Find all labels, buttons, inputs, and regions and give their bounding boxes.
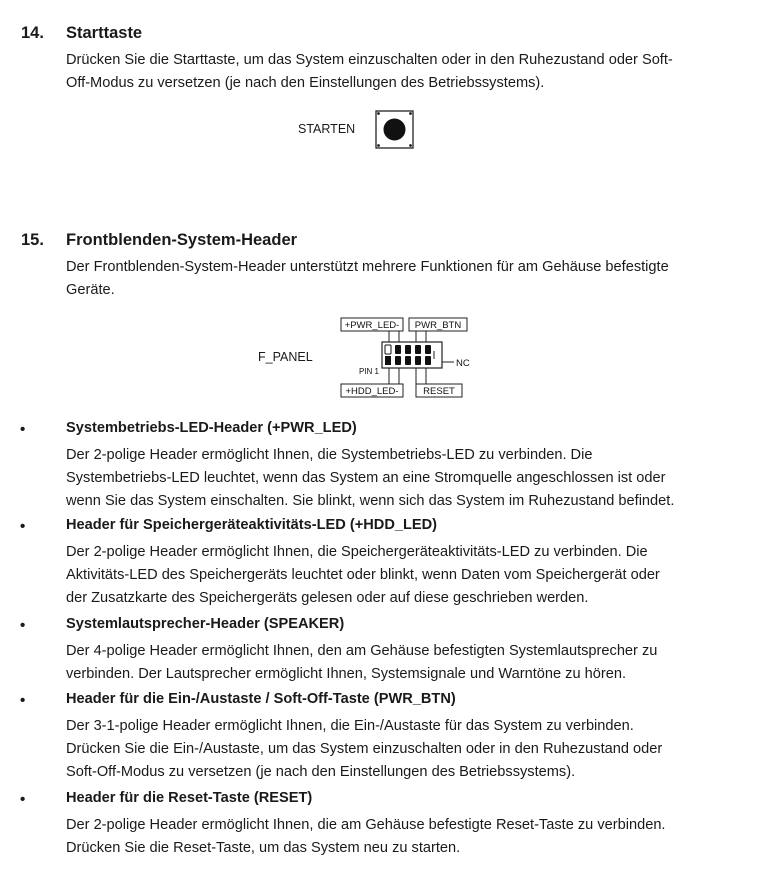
bullet-1-marker: • xyxy=(20,421,26,438)
bullet-3-text: Der 4-polige Header ermöglicht Ihnen, den am Gehäuse befestigten Systemlautsprecher zu verbinden. Der Lautsprecher ermöglicht Ihnen, Systemsignale und Warntöne zu hören. xyxy=(66,643,658,682)
section-15-title: Frontblenden-System-Header xyxy=(66,231,298,249)
start-button-icon xyxy=(375,110,415,150)
bullet-2-text: Der 2-polige Header ermöglicht Ihnen, die Speichergeräteaktivitäts-LED zu verbinden. Die Aktivitäts-LED des Speichergeräts leuchtet oder blinkt, wenn Daten vom Speichergerät oder der Zusatzkarte des Speichergeräts gelesen oder auf diese geschrieben werden. xyxy=(66,544,660,606)
reset-text: RESET xyxy=(423,386,455,397)
section-14-text: Drücken Sie die Starttaste, um das System einzuschalten oder in den Ruhezustand oder Soft- Off-Modus zu versetzen (je nach den Einstellungen des Betriebssystems). xyxy=(66,52,673,91)
section-15-number: 15. xyxy=(21,231,44,249)
bullet-4-text: Der 3-1-polige Header ermöglicht Ihnen, die Ein-/Austaste für das System zu verbinden. Drücken Sie die Ein-/Austaste, um das System einzuschalten oder in den Ruhezustand oder Soft-Off-Modus zu versetzen (je nach den Einstellungen des Betriebssystems). xyxy=(66,718,663,780)
pin1-text: PIN 1 xyxy=(359,367,380,376)
hdd-led-text: +HDD_LED- xyxy=(345,386,399,397)
bullet-3-title: Systemlautsprecher-Header (SPEAKER) xyxy=(66,616,345,632)
section-15-text: Der Frontblenden-System-Header unterstützt mehrere Funktionen für am Gehäuse befestigte Geräte. xyxy=(66,259,669,298)
bullet-4-title: Header für die Ein-/Austaste / Soft-Off-Taste (PWR_BTN) xyxy=(66,691,456,707)
bullet-2-marker: • xyxy=(20,518,26,535)
section-14-title: Starttaste xyxy=(66,24,143,42)
nc-text: NC xyxy=(456,358,470,369)
f-panel-label: F_PANEL xyxy=(258,350,313,364)
bullet-2-title: Header für Speichergeräteaktivitäts-LED (+HDD_LED) xyxy=(66,517,438,533)
start-button-label: STARTEN xyxy=(298,122,356,136)
bullet-3-marker: • xyxy=(20,617,26,634)
bullet-5-text: Der 2-polige Header ermöglicht Ihnen, die am Gehäuse befestigte Reset-Taste zu verbinden. Drücken Sie die Reset-Taste, um das System neu zu starten. xyxy=(66,817,666,856)
bullet-5-title: Header für die Reset-Taste (RESET) xyxy=(66,790,313,806)
bullet-4-marker: • xyxy=(20,692,26,709)
bullet-5-marker: • xyxy=(20,791,26,808)
pwr-led-text: +PWR_LED- xyxy=(344,320,400,331)
bullet-1-text: Der 2-polige Header ermöglicht Ihnen, die Systembetriebs-LED zu verbinden. Die Systembetriebs-LED leuchtet, wenn das System an eine Stromquelle angeschlossen ist oder wenn Sie das System einschalten. Sie blinkt, wenn sich das System im Ruhezustand befindet. xyxy=(66,447,675,509)
section-14-number: 14. xyxy=(21,24,44,42)
f-panel-header-diagram xyxy=(338,315,478,401)
pwr-btn-text: PWR_BTN xyxy=(414,320,462,331)
bullet-1-title: Systembetriebs-LED-Header (+PWR_LED) xyxy=(66,420,357,436)
